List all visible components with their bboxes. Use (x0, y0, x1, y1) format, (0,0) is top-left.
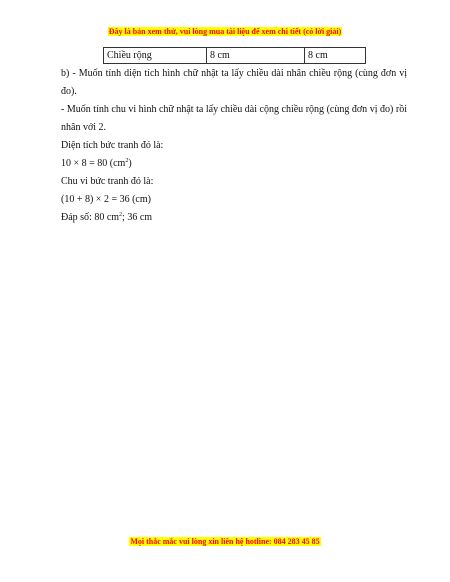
solution-body (61, 65, 407, 227)
area-calculation-close: ) (128, 158, 132, 169)
answer-line (61, 209, 407, 227)
perimeter-calculation-line: (10 + 8) × 2 = 36 (cm) (61, 194, 151, 205)
answer-area-text: Đáp số: 80 cm (61, 212, 120, 223)
table-cell-label: Chiều rộng (104, 48, 207, 64)
table-row (104, 48, 366, 64)
dimensions-table (103, 47, 366, 64)
area-calculation-text: 10 × 8 = 80 (cm (61, 158, 126, 169)
answer-perimeter-text: ; 36 cm (122, 212, 153, 223)
hotline-text: Mọi thắc mắc vui lòng xin liên hệ hotline: 084 283 45 85 (130, 537, 320, 546)
area-intro-line: Diện tích bức tranh đó là: (61, 140, 164, 151)
area-calculation-line (61, 155, 407, 173)
perimeter-intro-line: Chu vi bức tranh đó là: (61, 176, 154, 187)
hotline-banner (0, 537, 450, 547)
answer-unit-exponent: 2 (119, 212, 123, 218)
preview-notice-banner (0, 27, 450, 37)
area-rule-paragraph: b) - Muốn tính diện tích hình chữ nhật ta lấy chiều dài nhân chiều rộng (cùng đơn vị đo). (61, 68, 407, 97)
perimeter-rule-paragraph: - Muốn tính chu vi hình chữ nhật ta lấy chiều dài cộng chiều rộng (cùng đơn vị đo) rồi nhân với 2. (61, 104, 407, 133)
preview-notice-text: Đây là bản xem thử, vui lòng mua tài liệu để xem chi tiết (có lời giải) (108, 27, 342, 36)
table-cell-value: 8 cm (207, 48, 305, 64)
table-cell-value: 8 cm (305, 48, 366, 64)
area-unit-exponent: 2 (125, 158, 129, 164)
